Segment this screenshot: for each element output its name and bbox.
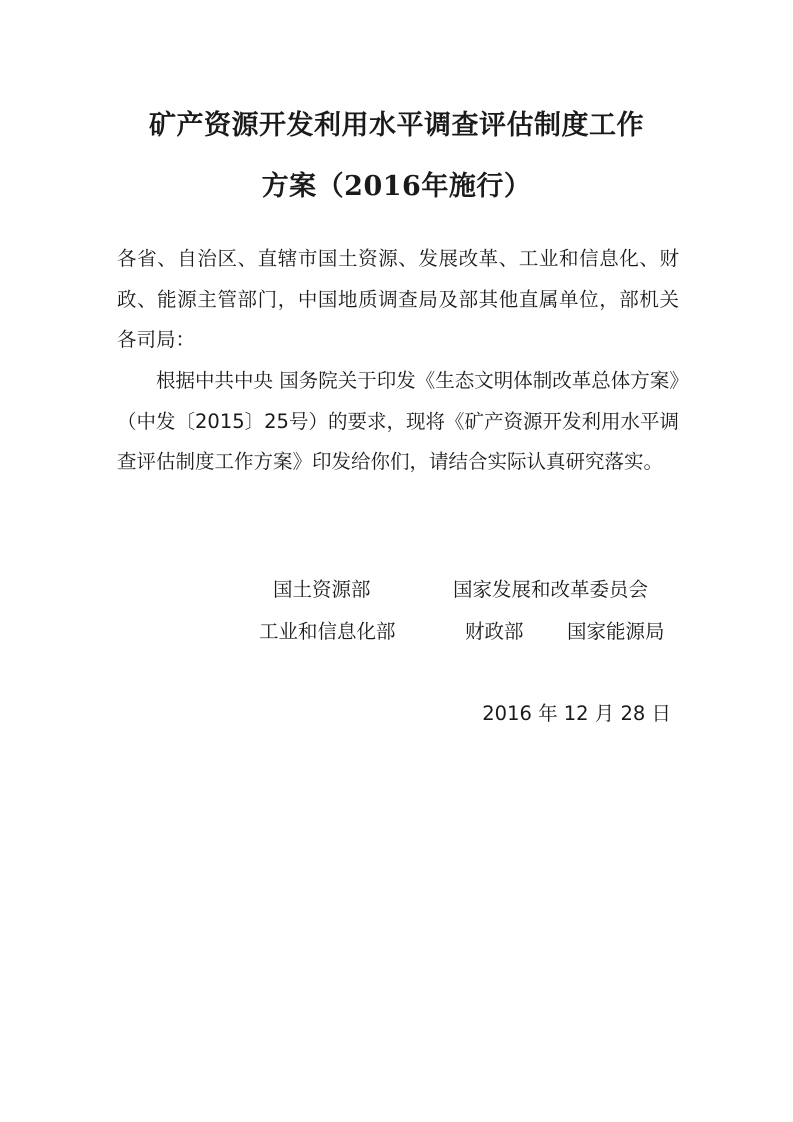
signatory-energy-administration: 国家能源局	[567, 620, 665, 643]
document-title-line-1: 矿产资源开发利用水平调查评估制度工作	[149, 110, 644, 141]
issue-date: 2016 年 12 月 28 日	[482, 702, 671, 725]
signatory-ministry-finance: 财政部	[465, 620, 524, 643]
body-paragraph: 根据中共中央 国务院关于印发《生态文明体制改革总体方案》（中发〔2015〕25号）的要求，现将《矿产资源开发利用水平调查评估制度工作方案》印发给你们，请结合实际认真研究落实。	[117, 369, 679, 473]
signatory-ministry-land-resources: 国土资源部	[273, 578, 371, 601]
document-title-line-2: 方案（2016年施行）	[261, 171, 532, 202]
signatory-miit: 工业和信息化部	[259, 620, 396, 643]
recipients-salutation: 各省、自治区、直辖市国土资源、发展改革、工业和信息化、财政、能源主管部门，中国地质调查局及部其他直属单位，部机关各司局：	[117, 247, 679, 351]
signatory-ndrc: 国家发展和改革委员会	[453, 578, 649, 601]
